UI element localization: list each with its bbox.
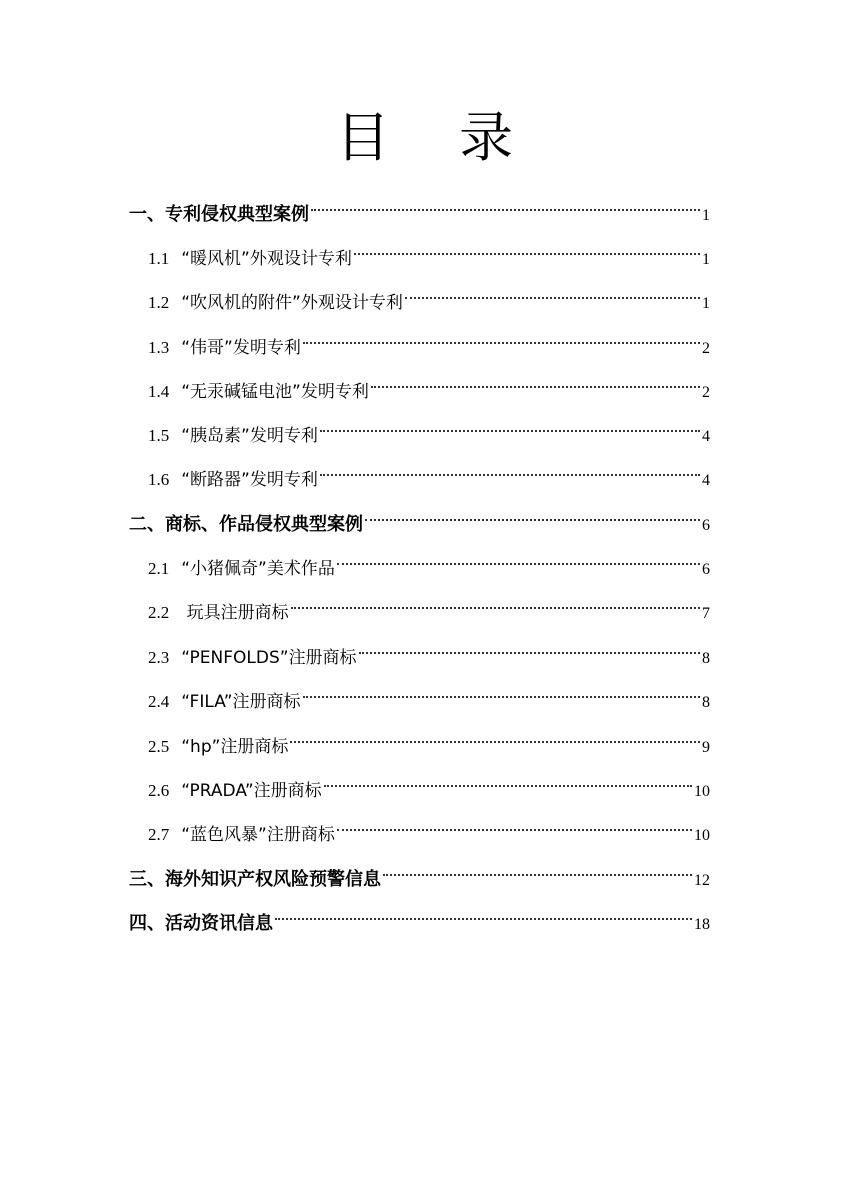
toc-leader-dots bbox=[337, 829, 692, 831]
toc-entry-number: 2.7 bbox=[148, 825, 170, 844]
toc-page-number: 10 bbox=[694, 827, 710, 844]
toc-entry-2-6[interactable] bbox=[148, 775, 710, 807]
toc-entry-title: “蓝色风暴”注册商标 bbox=[181, 825, 335, 845]
toc-entry-number: 2.6 bbox=[148, 781, 170, 800]
toc-entry-2-5[interactable] bbox=[148, 731, 710, 763]
toc-entry-1-5[interactable] bbox=[148, 420, 710, 452]
toc-entry-title: 三、海外知识产权风险预警信息 bbox=[129, 869, 381, 890]
toc-leader-dots bbox=[291, 607, 700, 609]
toc-entry-number: 2.5 bbox=[148, 737, 170, 756]
toc-entry-1-1[interactable] bbox=[148, 243, 710, 275]
toc-entry-section-4[interactable] bbox=[129, 908, 710, 940]
toc-entry-title: “断路器”发明专利 bbox=[181, 470, 318, 490]
toc-leader-dots bbox=[354, 253, 700, 255]
toc-entry-title: 玩具注册商标 bbox=[181, 603, 289, 623]
toc-entry-number: 1.3 bbox=[148, 338, 170, 357]
toc-page-number: 1 bbox=[702, 295, 710, 312]
toc-entry-title: 一、专利侵权典型案例 bbox=[129, 204, 309, 225]
toc-page-number: 7 bbox=[702, 605, 710, 622]
toc-entry-title: “暖风机”外观设计专利 bbox=[181, 249, 352, 269]
toc-page-number: 6 bbox=[702, 561, 710, 578]
toc-entry-1-6[interactable] bbox=[148, 464, 710, 496]
page-title: 目 录 bbox=[335, 106, 540, 169]
toc-entry-title: 二、商标、作品侵权典型案例 bbox=[129, 514, 363, 535]
toc-entry-1-2[interactable] bbox=[148, 287, 710, 319]
toc-entry-title: “胰岛素”发明专利 bbox=[181, 426, 318, 446]
toc-entry-number: 2.4 bbox=[148, 692, 170, 711]
toc-entry-2-3[interactable] bbox=[148, 642, 710, 674]
toc-leader-dots bbox=[371, 386, 700, 388]
toc-leader-dots bbox=[337, 563, 700, 565]
toc-page-number: 12 bbox=[694, 872, 710, 889]
toc-entry-2-7[interactable] bbox=[148, 819, 710, 851]
toc-entry-2-1[interactable] bbox=[148, 553, 710, 585]
toc-entry-section-2[interactable] bbox=[129, 509, 710, 541]
toc-entry-number: 1.4 bbox=[148, 382, 170, 401]
toc-entry-number: 1.6 bbox=[148, 470, 170, 489]
toc-entry-1-3[interactable] bbox=[148, 332, 710, 364]
toc-page-number: 8 bbox=[702, 650, 710, 667]
toc-entry-2-4[interactable] bbox=[148, 686, 710, 718]
toc-leader-dots bbox=[303, 696, 700, 698]
toc-entry-section-3[interactable] bbox=[129, 864, 710, 896]
toc-leader-dots bbox=[275, 918, 692, 920]
toc-page-number: 8 bbox=[702, 694, 710, 711]
toc-page-number: 6 bbox=[702, 517, 710, 534]
toc-entry-title: “小猪佩奇”美术作品 bbox=[181, 559, 335, 579]
toc-entry-number: 1.2 bbox=[148, 293, 170, 312]
toc-leader-dots bbox=[405, 297, 700, 299]
toc-entry-number: 2.1 bbox=[148, 559, 170, 578]
toc-entry-2-2[interactable] bbox=[148, 597, 710, 629]
toc-entry-title: 四、活动资讯信息 bbox=[129, 913, 273, 934]
toc-entry-section-1[interactable] bbox=[129, 199, 710, 231]
toc-entry-1-4[interactable] bbox=[148, 376, 710, 408]
toc-leader-dots bbox=[383, 874, 692, 876]
toc-leader-dots bbox=[359, 652, 700, 654]
toc-entry-title: “无汞碱锰电池”发明专利 bbox=[181, 382, 369, 402]
toc-leader-dots bbox=[324, 785, 692, 787]
toc-leader-dots bbox=[290, 741, 700, 743]
toc-page-number: 4 bbox=[702, 428, 710, 445]
toc-page-number: 2 bbox=[702, 340, 710, 357]
toc-page-number: 2 bbox=[702, 384, 710, 401]
toc-entry-title: “PRADA”注册商标 bbox=[181, 781, 322, 801]
toc-page-number: 1 bbox=[702, 207, 710, 224]
toc-entry-title: “伟哥”发明专利 bbox=[181, 338, 301, 358]
toc-page-number: 9 bbox=[702, 739, 710, 756]
toc-page-number: 18 bbox=[694, 916, 710, 933]
toc-entry-title: “吹风机的附件”外观设计专利 bbox=[181, 293, 403, 313]
toc-entry-number: 2.3 bbox=[148, 648, 170, 667]
toc-entry-title: “PENFOLDS”注册商标 bbox=[181, 648, 357, 668]
toc-page-number: 10 bbox=[694, 783, 710, 800]
toc-page-number: 4 bbox=[702, 472, 710, 489]
toc-leader-dots bbox=[320, 474, 700, 476]
toc-leader-dots bbox=[303, 342, 700, 344]
toc-entry-title: “FILA”注册商标 bbox=[181, 692, 301, 712]
toc-entry-number: 1.5 bbox=[148, 426, 170, 445]
toc-leader-dots bbox=[365, 519, 700, 521]
toc-page-number: 1 bbox=[702, 251, 710, 268]
toc-entry-number: 1.1 bbox=[148, 249, 170, 268]
toc-entry-number: 2.2 bbox=[148, 603, 170, 622]
toc-leader-dots bbox=[311, 209, 700, 211]
toc-leader-dots bbox=[320, 430, 700, 432]
toc-entry-title: “hp”注册商标 bbox=[181, 737, 289, 757]
